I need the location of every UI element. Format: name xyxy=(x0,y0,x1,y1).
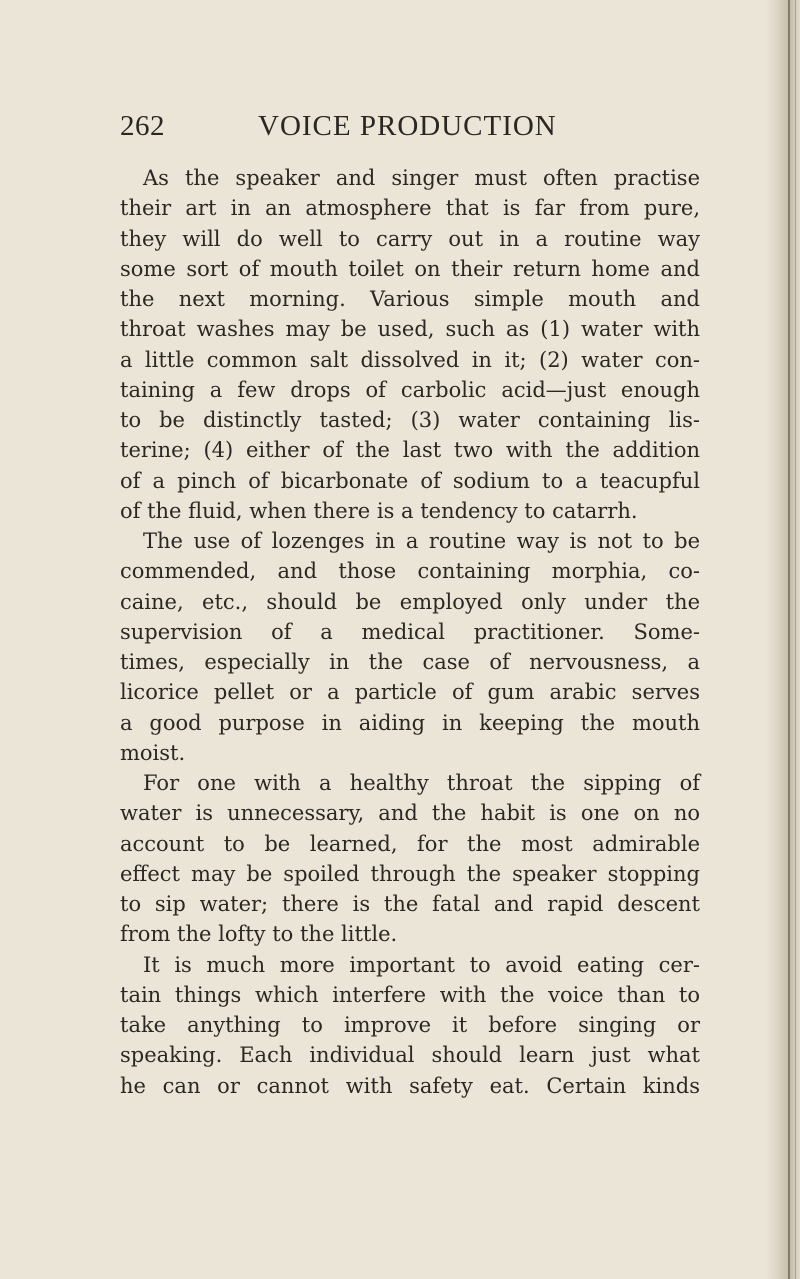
text-line: caine, etc., should be employed only under the xyxy=(120,589,700,614)
text-line: of a pinch of bicarbonate of sodium to a teacupful xyxy=(120,468,700,493)
text-line: As the speaker and singer must often practise xyxy=(143,166,700,190)
text-line: tain things which interfere with the voice than to xyxy=(120,982,700,1007)
text-line: effect may be spoiled through the speaker stopping xyxy=(120,861,700,886)
text-line: moist. xyxy=(120,740,186,765)
text-line: their art in an atmosphere that is far from pure, xyxy=(120,196,700,221)
text-line: commended, and those containing morphia, co- xyxy=(120,559,700,584)
text-line: throat washes may be used, such as (1) water with xyxy=(120,317,700,342)
text-line: from the lofty to the little. xyxy=(120,922,398,947)
paragraph-lozenges xyxy=(120,526,700,768)
text-line: to sip water; there is the fatal and rapid descent xyxy=(120,892,700,916)
text-line: a little common salt dissolved in it; (2) water con- xyxy=(120,347,700,372)
text-line: he can or cannot with safety eat. Certain kinds xyxy=(120,1073,700,1098)
running-title: VOICE PRODUCTION xyxy=(258,110,557,142)
text-line: some sort of mouth toilet on their return home and xyxy=(120,256,700,281)
page-edge-line-outer xyxy=(795,0,796,1279)
text-line: terine; (4) either of the last two with the addition xyxy=(120,438,700,463)
text-line: The use of lozenges in a routine way is not to be xyxy=(143,529,700,553)
text-line: licorice pellet or a particle of gum arabic serves xyxy=(120,680,700,705)
text-line: taining a few drops of carbolic acid—just enough xyxy=(120,377,700,402)
text-line: speaking. Each individual should learn just what xyxy=(120,1043,700,1068)
body-text xyxy=(120,163,700,1101)
text-line: take anything to improve it before singing or xyxy=(120,1013,700,1037)
paragraph-mouth-toilet xyxy=(120,163,700,526)
text-line: times, especially in the case of nervousness, a xyxy=(120,650,700,674)
page-number: 262 xyxy=(120,110,165,142)
text-line: they will do well to carry out in a routine way xyxy=(120,226,700,251)
running-head xyxy=(120,110,680,150)
text-line: to be distinctly tasted; (3) water containing lis- xyxy=(120,408,700,432)
text-line: account to be learned, for the most admirable xyxy=(120,831,700,856)
text-line: It is much more important to avoid eating cer- xyxy=(143,952,700,977)
paragraph-sipping-water xyxy=(120,768,700,950)
text-line: water is unnecessary, and the habit is one on no xyxy=(120,801,700,826)
text-line: a good purpose in aiding in keeping the mouth xyxy=(120,710,700,735)
text-line: of the fluid, when there is a tendency to catarrh. xyxy=(120,498,638,523)
page-edge-line xyxy=(788,0,790,1279)
text-line: the next morning. Various simple mouth and xyxy=(120,287,700,311)
text-line: For one with a healthy throat the sipping of xyxy=(143,771,700,795)
text-line: supervision of a medical practitioner. Some- xyxy=(120,619,700,644)
paragraph-eating xyxy=(120,950,700,1101)
